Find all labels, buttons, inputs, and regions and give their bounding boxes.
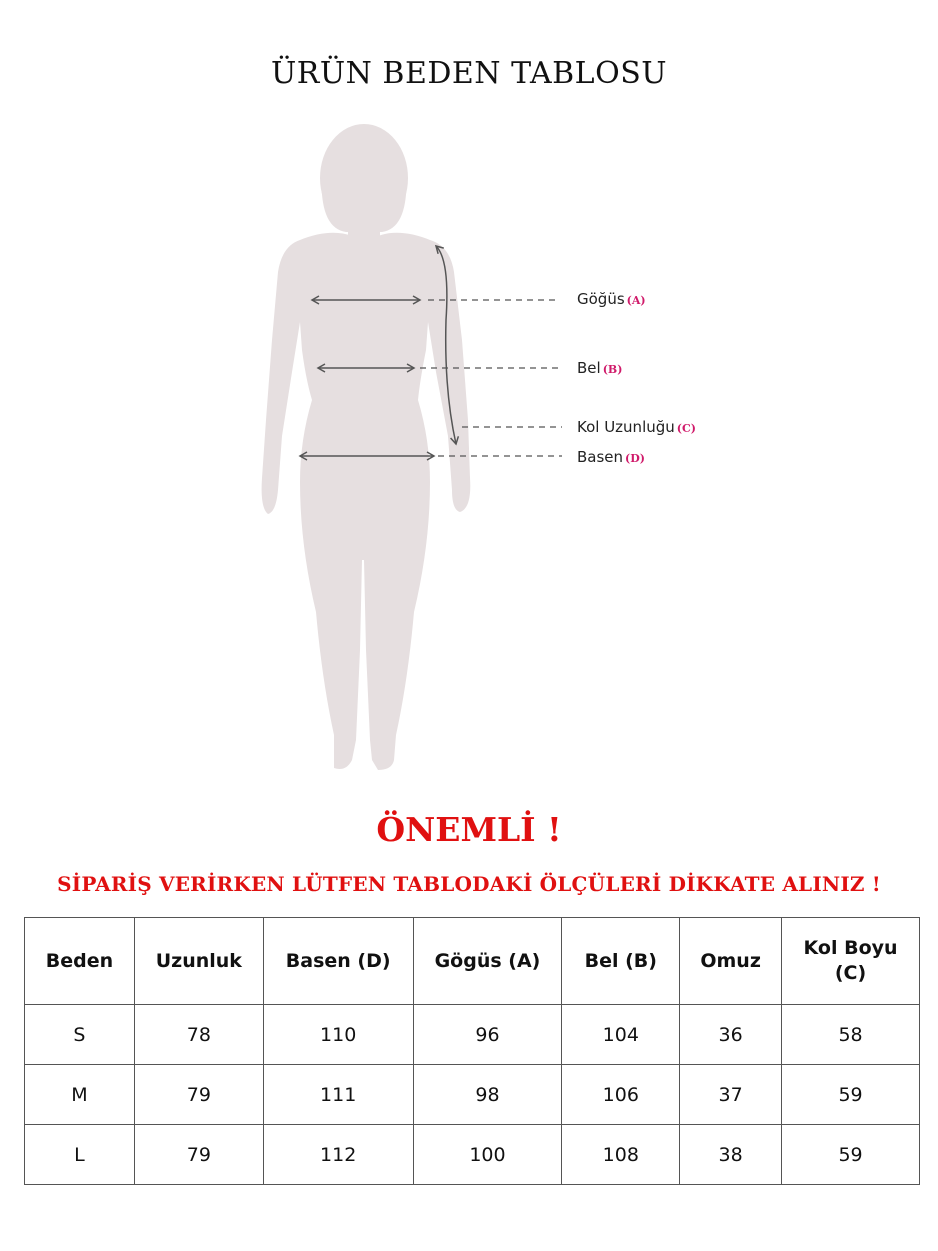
- label-chest-name: Göğüs: [577, 290, 625, 308]
- label-hip-name: Basen: [577, 448, 624, 466]
- page-title: ÜRÜN BEDEN TABLOSU: [270, 56, 668, 91]
- table-cell: 79: [134, 1125, 263, 1185]
- table-cell: 108: [562, 1125, 680, 1185]
- label-chest: [577, 290, 646, 308]
- table-cell: 110: [263, 1005, 413, 1065]
- label-sleeve-name: Kol Uzunluğu: [577, 418, 675, 436]
- label-sleeve: [577, 418, 696, 436]
- table-cell: 112: [263, 1125, 413, 1185]
- table-cell: S: [25, 1005, 135, 1065]
- label-waist: [577, 359, 622, 377]
- table-cell: 59: [782, 1065, 920, 1125]
- column-header: Gögüs (A): [413, 918, 562, 1005]
- table-cell: 79: [134, 1065, 263, 1125]
- table-cell: 98: [413, 1065, 562, 1125]
- column-header: Omuz: [680, 918, 782, 1005]
- warning-text: SİPARİŞ VERİRKEN LÜTFEN TABLODAKİ ÖLÇÜLERİ DİKKATE ALINIZ !: [57, 872, 881, 896]
- column-header: Kol Boyu (C): [782, 918, 920, 1005]
- table-cell: M: [25, 1065, 135, 1125]
- important-heading: ÖNEMLİ !: [376, 810, 562, 849]
- table-cell: 37: [680, 1065, 782, 1125]
- table-row: [25, 1065, 920, 1125]
- label-hip: [577, 448, 645, 466]
- size-table: [24, 917, 920, 1185]
- label-waist-code: (B): [602, 363, 623, 376]
- table-cell: 96: [413, 1005, 562, 1065]
- table-cell: 59: [782, 1125, 920, 1185]
- female-silhouette: [262, 124, 471, 770]
- table-cell: L: [25, 1125, 135, 1185]
- table-cell: 111: [263, 1065, 413, 1125]
- table-cell: 38: [680, 1125, 782, 1185]
- table-header-row: [25, 918, 920, 1005]
- column-header: Bel (B): [562, 918, 680, 1005]
- table-row: [25, 1125, 920, 1185]
- table-cell: 36: [680, 1005, 782, 1065]
- column-header: Uzunluk: [134, 918, 263, 1005]
- label-chest-code: (A): [626, 294, 646, 307]
- table-cell: 78: [134, 1005, 263, 1065]
- column-header: Beden: [25, 918, 135, 1005]
- label-sleeve-code: (C): [676, 422, 696, 435]
- table-cell: 100: [413, 1125, 562, 1185]
- column-header: Basen (D): [263, 918, 413, 1005]
- table-cell: 104: [562, 1005, 680, 1065]
- label-waist-name: Bel: [577, 359, 601, 377]
- table-cell: 106: [562, 1065, 680, 1125]
- table-cell: 58: [782, 1005, 920, 1065]
- label-hip-code: (D): [625, 452, 645, 465]
- table-row: [25, 1005, 920, 1065]
